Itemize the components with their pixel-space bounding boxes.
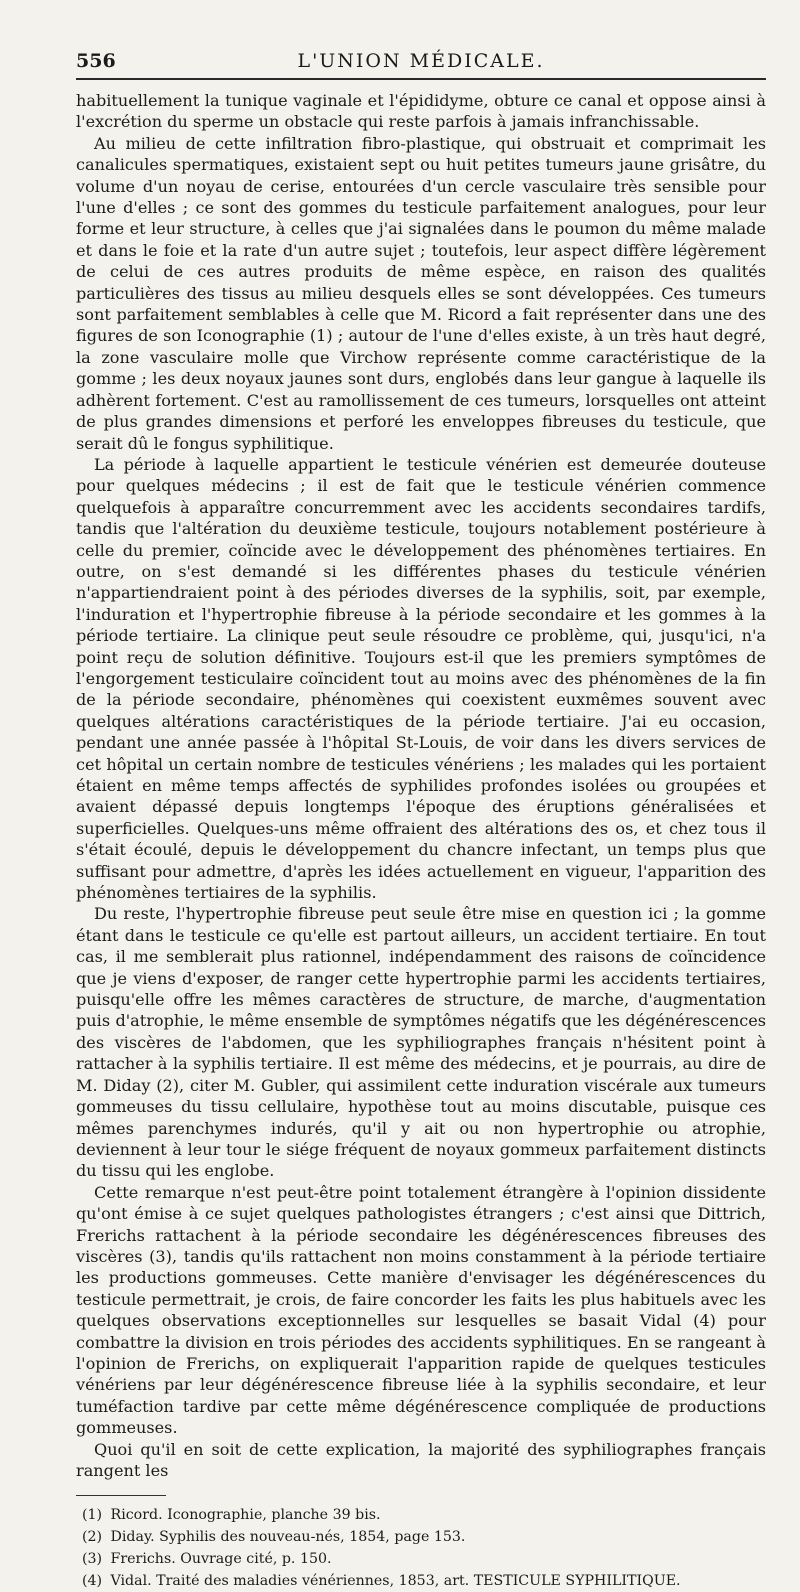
paragraph: La période à laquelle appartient le testicule vénérien est demeurée douteuse pour quelques médecins ; il est de fait que le testicule vénérien commence quelquefois à apparaître concurremment avec les accidents secondaires tardifs, tandis que l'altération du deuxième testicule, toujours notablement postérieure à celle du premier, coïncide avec le développement des phénomènes tertiaires. En outre, on s'est demandé si les différentes phases du testicule vénérien n'appartiendraient point à des périodes diverses de la syphilis, soit, par exemple, l'induration et l'hypertrophie fibreuse à la période secondaire et les gommes à la période tertiaire. La clinique peut seule résoudre ce problème, qui, jusqu'ici, n'a point reçu de solution définitive. Toujours est-il que les premiers symptômes de l'engorgement testiculaire coïncident tout au moins avec des phénomènes de la fin de la période secondaire, phénomènes qui coexistent euxmêmes souvent avec quelques altérations caractéristiques de la période tertiaire. J'ai eu occasion, pendant une année passée à l'hôpital St-Louis, de voir dans les divers services de cet hôpital un certain nombre de testicules vénériens ; les malades qui les portaient étaient en même temps affectés de syphilides profondes isolées ou groupées et avaient dépassé depuis longtemps l'époque des éruptions généralisées et superficielles. Quelques-uns même offraient des altérations des os, et chez tous il s'était écoulé, depuis le développement du chancre infectant, un temps plus que suffisant pour admettre, d'après les idées actuellement en vigueur, l'apparition des phénomènes tertiaires de la syphilis. [76,454,766,903]
paragraph: Cette remarque n'est peut-être point totalement étrangère à l'opinion dissidente qu'ont émise à ce sujet quelques pathologistes étrangers ; c'est ainsi que Dittrich, Frerichs rattachent à la période secondaire les dégénérescences fibreuses des viscères (3), tandis qu'ils rattachent non moins constamment à la période tertiaire les productions gommeuses. Cette manière d'envisager les dégénérescences du testicule permettrait, je crois, de faire concorder les faits les plus habituels avec les quelques observations exceptionnelles sur lesquelles se basait Vidal (4) pour combattre la division en trois périodes des accidents syphilitiques. En se rangeant à l'opinion de Frerichs, on expliquerait l'apparition rapide de quelques testicules vénériens par leur dégénérescence fibreuse liée à la syphilis secondaire, et leur tuméfaction tardive par cette même dégénérescence compliquée de productions gommeuses. [76,1182,766,1438]
footnote-item [76,1548,766,1570]
footnote-item [76,1504,766,1526]
paragraph: Quoi qu'il en soit de cette explication, la majorité des syphiliographes français rangent les [76,1439,766,1480]
page-number: 556 [76,50,116,72]
journal-title: L'UNION MÉDICALE. [297,50,545,72]
paragraph: Au milieu de cette infiltration fibro-plastique, qui obstruait et comprimait les canalicules spermatiques, existaient sept ou huit petites tumeurs jaune grisâtre, du volume d'un noyau de cerise, entourées d'un cercle vasculaire très sensible pour l'une d'elles ; ce sont des gommes du testicule parfaitement analogues, pour leur forme et leur structure, à celles que j'ai signalées dans le poumon du même malade et dans le foie et la rate d'un autre sujet ; toutefois, leur aspect diffère légèrement de celui de ces autres produits de même espèce, en raison des qualités particulières des tissus au milieu desquels elles se sont développées. Ces tumeurs sont parfaitement semblables à celle que M. Ricord a fait représenter dans une des figures de son Iconographie (1) ; autour de l'une d'elles existe, à un très haut degré, la zone vasculaire molle que Virchow représente comme caractéristique de la gomme ; les deux noyaux jaunes sont durs, englobés dans leur gangue à laquelle ils adhèrent fortement. C'est au ramollissement de ces tumeurs, lorsquelles ont atteint de plus grandes dimensions et perforé les enveloppes fibreuses du testicule, que serait dû le fongus syphilitique. [76,133,766,453]
article-body [76,90,766,1481]
footnote-item [76,1570,766,1592]
footnote-number: (3) [82,1551,103,1568]
paragraph: habituellement la tunique vaginale et l'épididyme, obture ce canal et oppose ainsi à l'excrétion du sperme un obstacle qui reste parfois à jamais infranchissable. [76,91,766,132]
footnote-text: Frerichs. Ouvrage cité, p. 150. [110,1551,332,1568]
footnote-number: (1) [82,1507,103,1524]
footnote-text: Ricord. Iconographie, planche 39 bis. [110,1507,381,1524]
footnote-number: (2) [82,1529,103,1546]
footnote-text: Vidal. Traité des maladies vénériennes, 1853, art. TESTICULE SYPHILITIQUE. [110,1573,681,1590]
footnote-divider [76,1495,166,1496]
footnotes [76,1504,766,1592]
footnote-text: Diday. Syphilis des nouveau-nés, 1854, page 153. [110,1529,466,1546]
page-header [76,48,766,80]
footnote-number: (4) [82,1573,103,1590]
footnote-item [76,1526,766,1548]
paragraph: Du reste, l'hypertrophie fibreuse peut seule être mise en question ici ; la gomme étant dans le testicule ce qu'elle est partout ailleurs, un accident tertiaire. En tout cas, il me semblerait plus rationnel, indépendamment des raisons de coïncidence que je viens d'exposer, de ranger cette hypertrophie parmi les accidents tertiaires, puisqu'elle offre les mêmes caractères de structure, de marche, d'augmentation puis d'atrophie, le même ensemble de symptômes négatifs que les dégénérescences des viscères de l'abdomen, que les syphiliographes français n'hésitent point à rattacher à la syphilis tertiaire. Il est même des médecins, et je pourrais, au dire de M. Diday (2), citer M. Gubler, qui assimilent cette induration viscérale aux tumeurs gommeuses du tissu cellulaire, hypothèse tout au moins discutable, puisque ces mêmes parenchymes indurés, qu'il y ait ou non hypertrophie ou atrophie, deviennent à leur tour le siége fréquent de noyaux gommeux parfaitement distincts du tissu qui les englobe. [76,904,766,1181]
